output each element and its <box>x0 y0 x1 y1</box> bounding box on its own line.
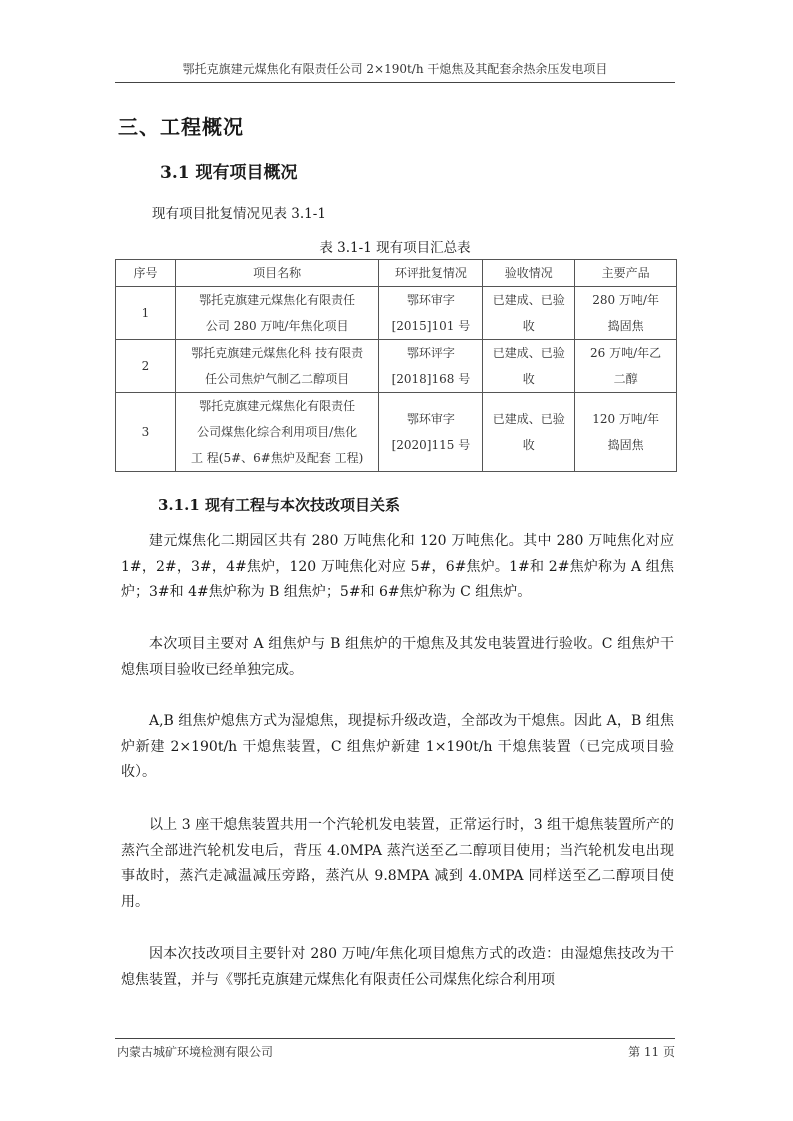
col-header-no: 序号 <box>116 260 176 287</box>
cell-approval <box>379 340 483 393</box>
cell-line: 鄂托克旗建元煤焦化科 技有限责 <box>191 346 364 360</box>
section-title: 三、工程概况 <box>118 115 244 139</box>
cell-no: 2 <box>116 340 176 393</box>
cell-line: 120 万吨/年 <box>592 412 659 426</box>
cell-line: 鄂环评字 <box>406 346 455 360</box>
paragraph: A,B 组焦炉熄焦方式为湿熄焦，现提标升级改造，全部改为干熄焦。因此 A，B 组焦炉新建 2×190t/h 干熄焦装置，C 组焦炉新建 1×190t/h 干熄焦装置（已完成项目验收）。 <box>121 713 674 780</box>
cell-product <box>575 393 677 472</box>
table-row <box>116 287 677 340</box>
cell-no: 1 <box>116 287 176 340</box>
cell-line: 二醇 <box>613 372 638 386</box>
cell-line: 捣固焦 <box>607 438 644 452</box>
paragraph: 本次项目主要对 A 组焦炉与 B 组焦炉的干熄焦及其发电装置进行验收。C 组焦炉干熄焦项目验收已经单独完成。 <box>121 636 674 678</box>
cell-product <box>575 287 677 340</box>
cell-line: 已建成、已验 <box>492 293 565 307</box>
cell-line: [2015]101 号 <box>391 319 471 333</box>
cell-name <box>175 287 379 340</box>
subsection-title: 3.1 现有项目概况 <box>160 163 298 183</box>
col-header-name: 项目名称 <box>175 260 379 287</box>
cell-line: 已建成、已验 <box>492 346 565 360</box>
cell-line: 鄂环审字 <box>406 293 455 307</box>
cell-no: 3 <box>116 393 176 472</box>
cell-name <box>175 393 379 472</box>
cell-line: 鄂环审字 <box>406 412 455 426</box>
cell-acceptance <box>483 340 575 393</box>
paragraph: 以上 3 座干熄焦装置共用一个汽轮机发电装置，正常运行时，3 组干熄焦装置所产的蒸汽全部进汽轮机发电后，背压 4.0MPA 蒸汽送至乙二醇项目使用；当汽轮机发电出现事故时，蒸汽走减温减压旁路，蒸汽从 9.8MPA 减到 4.0MPA 同样送至乙二醇项目使用。 <box>121 817 674 910</box>
cell-line: [2018]168 号 <box>391 372 471 386</box>
table-header-row <box>116 260 677 287</box>
cell-line: 收 <box>522 319 535 333</box>
paragraph: 因本次技改项目主要针对 280 万吨/年焦化项目熄焦方式的改造：由湿熄焦技改为干熄焦装置，并与《鄂托克旗建元煤焦化有限责任公司煤焦化综合利用项 <box>121 946 674 988</box>
cell-line: [2020]115 号 <box>391 438 471 452</box>
cell-line: 收 <box>522 372 535 386</box>
table-row <box>116 393 677 472</box>
cell-line: 任公司焦炉气制乙二醇项目 <box>205 372 350 386</box>
paragraph: 建元煤焦化二期园区共有 280 万吨焦化和 120 万吨焦化。其中 280 万吨焦化对应 1#，2#，3#，4#焦炉，120 万吨焦化对应 5#，6#焦炉。1#和 2#焦炉称为 A 组焦炉；3#和 4#焦炉称为 B 组焦炉；5#和 6#焦炉称为 C 组焦炉。 <box>121 533 674 600</box>
col-header-acceptance: 验收情况 <box>483 260 575 287</box>
footer-company: 内蒙古城矿环境检测有限公司 <box>117 1045 274 1059</box>
cell-acceptance <box>483 393 575 472</box>
cell-approval <box>379 287 483 340</box>
cell-approval <box>379 393 483 472</box>
cell-product <box>575 340 677 393</box>
cell-line: 工 程(5#、6#焦炉及配套 工程) <box>190 451 364 465</box>
cell-line: 鄂托克旗建元煤焦化有限责任 <box>199 399 356 413</box>
intro-text: 现有项目批复情况见表 3.1-1 <box>152 206 326 222</box>
footer-page-number: 第 11 页 <box>628 1045 675 1059</box>
cell-acceptance <box>483 287 575 340</box>
page-header: 鄂托克旗建元煤焦化有限责任公司 2×190t/h 干熄焦及其配套余热余压发电项目 <box>182 62 608 76</box>
cell-line: 公司 280 万吨/年焦化项目 <box>205 319 349 333</box>
footer-divider <box>115 1038 675 1039</box>
cell-line: 公司煤焦化综合利用项目/焦化 <box>197 425 358 439</box>
cell-line: 捣固焦 <box>607 319 644 333</box>
cell-line: 鄂托克旗建元煤焦化有限责任 <box>199 293 356 307</box>
cell-name <box>175 340 379 393</box>
project-summary-table <box>115 259 677 472</box>
cell-line: 已建成、已验 <box>492 412 565 426</box>
cell-line: 26 万吨/年乙 <box>590 346 662 360</box>
col-header-approval: 环评批复情况 <box>379 260 483 287</box>
table-row <box>116 340 677 393</box>
col-header-product: 主要产品 <box>575 260 677 287</box>
subsubsection-title: 3.1.1 现有工程与本次技改项目关系 <box>158 496 400 514</box>
table-caption: 表 3.1-1 现有项目汇总表 <box>319 240 471 256</box>
header-divider <box>115 82 675 83</box>
cell-line: 收 <box>522 438 535 452</box>
cell-line: 280 万吨/年 <box>592 293 659 307</box>
